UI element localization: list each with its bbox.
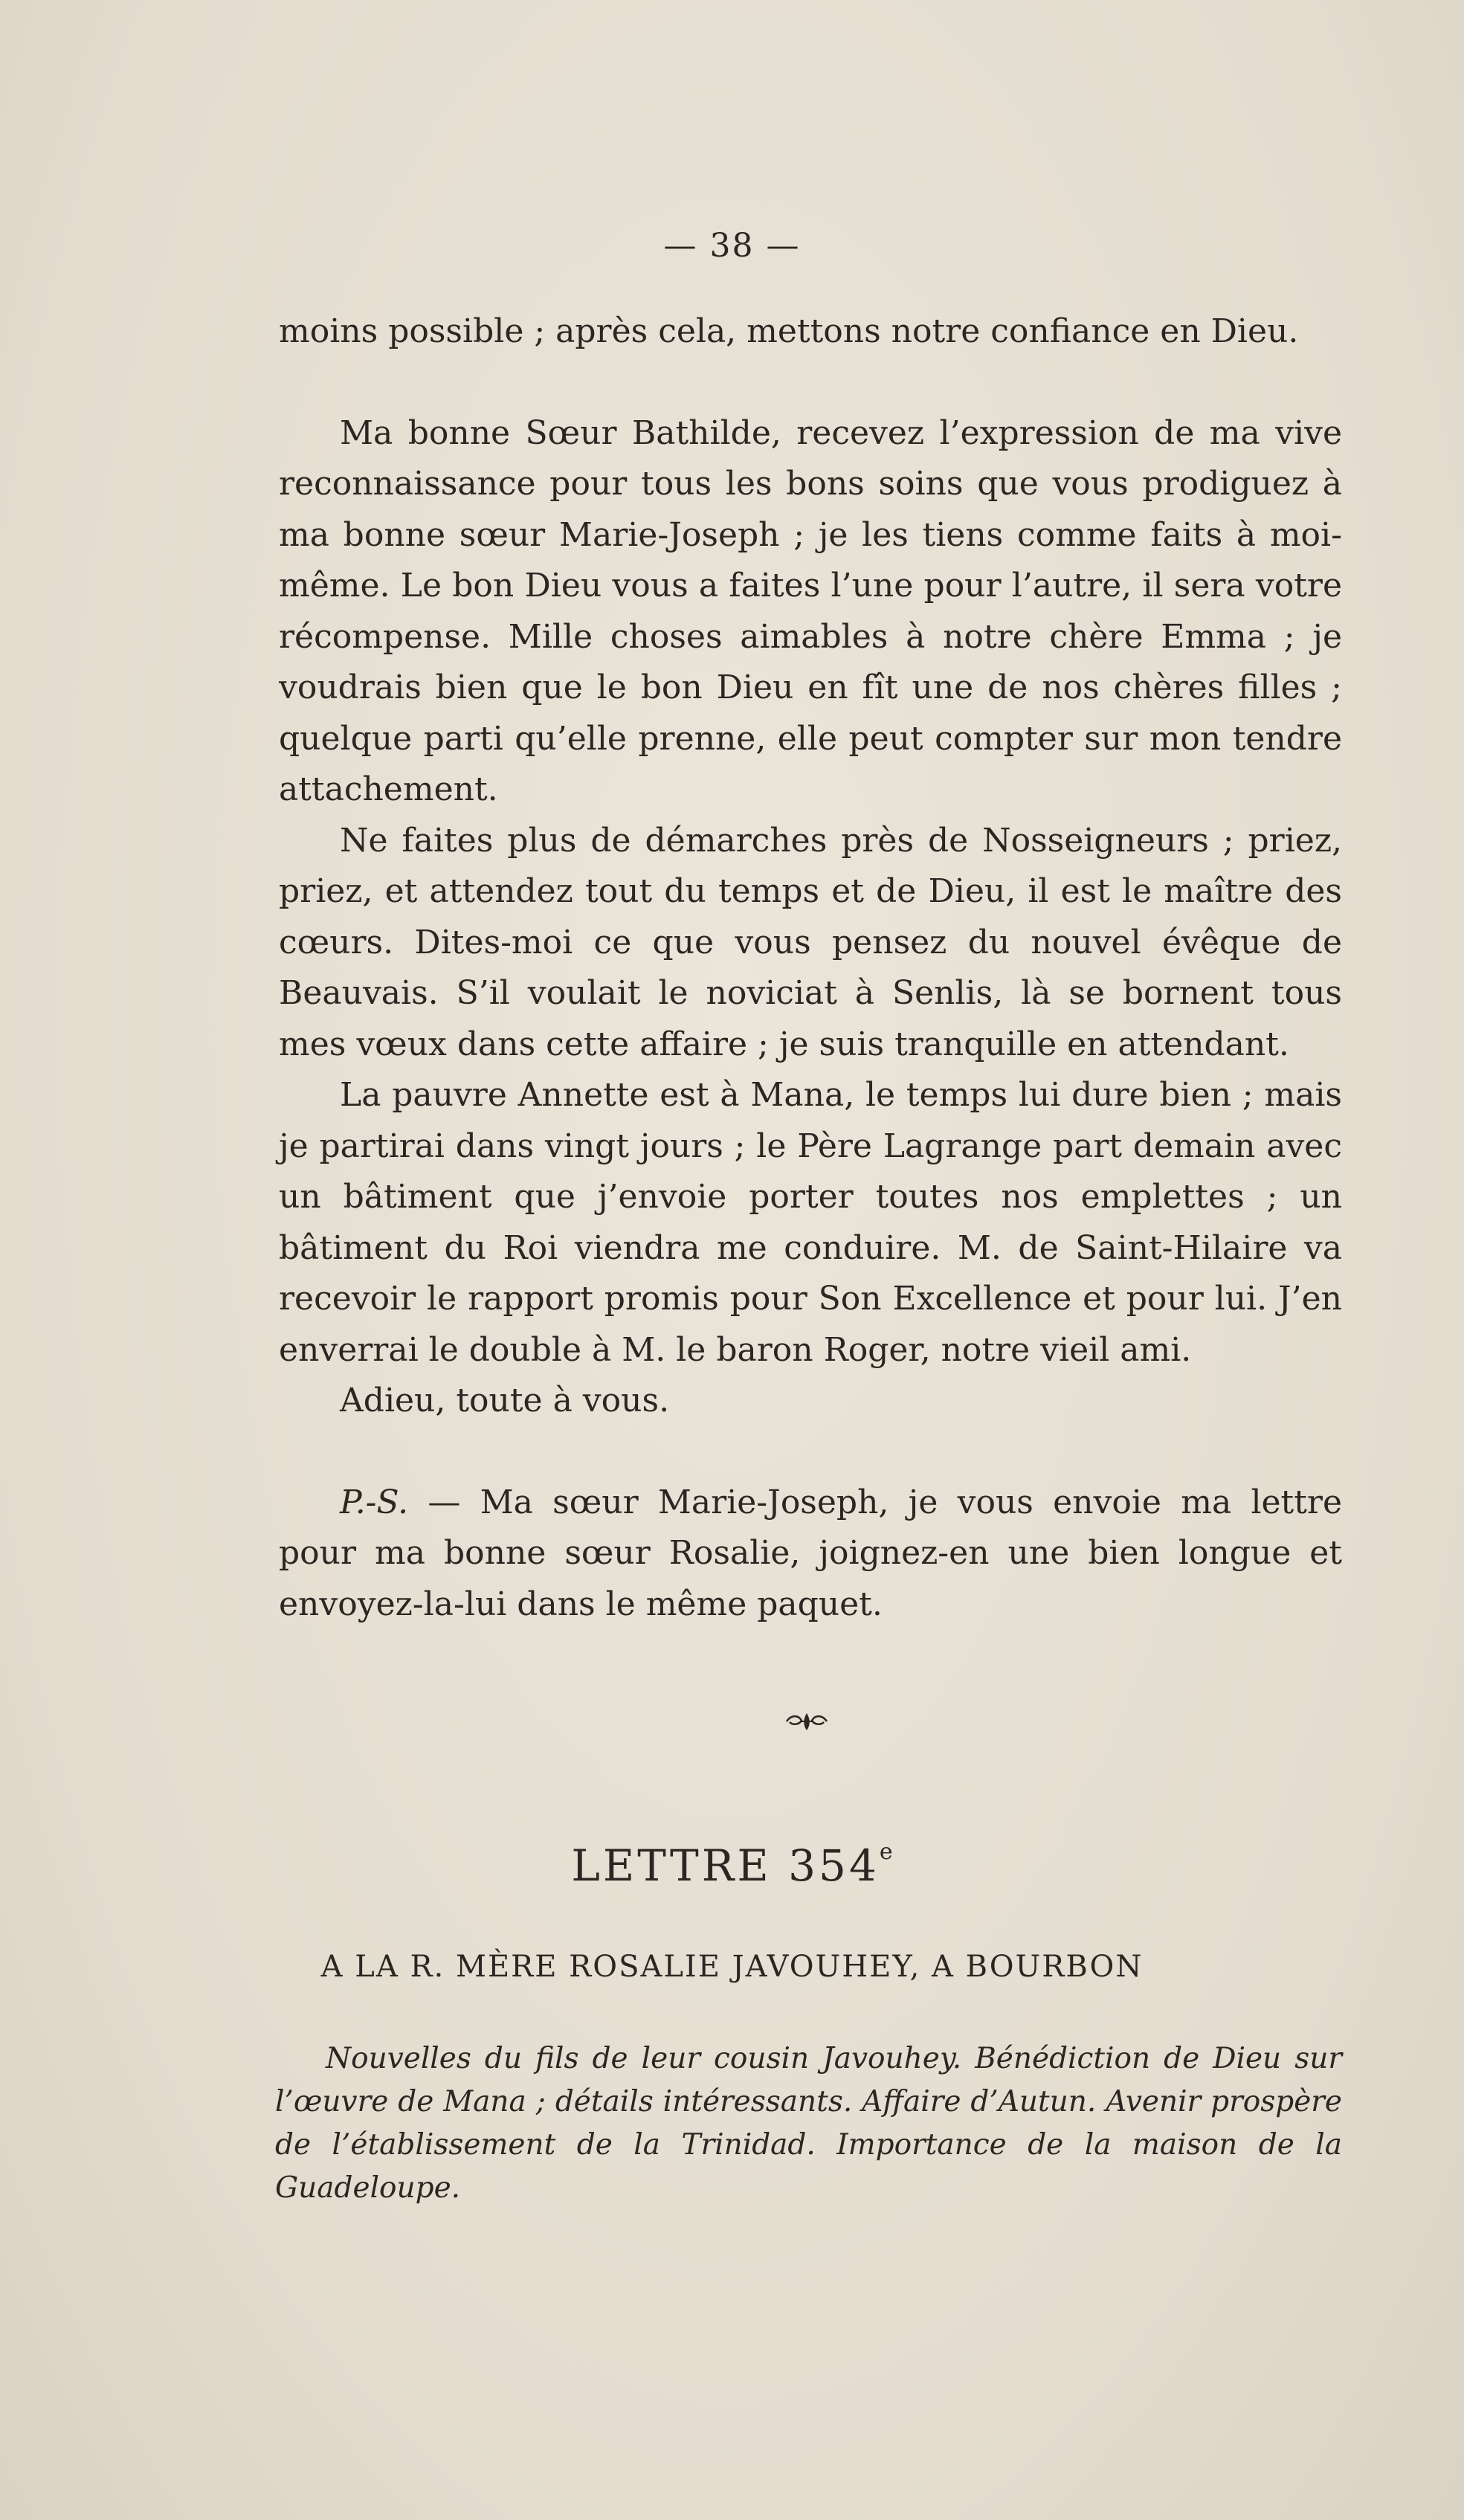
postscript-text: — Ma sœur Marie-Joseph, je vous envoie ma lettre pour ma bonne sœur Rosalie, joignez-en une bien longue et envoyez-la-lui dans le même paquet. xyxy=(279,1483,1342,1623)
letter-body xyxy=(279,306,1342,1630)
postscript-label: P.-S. xyxy=(340,1483,409,1521)
paragraph: Ne faites plus de démarches près de Nosseigneurs ; priez, priez, et attendez tout du temps et de Dieu, il est le maître des cœurs. Dites-moi ce que vous pensez du nouvel évêque de Beauvais. S’il voulait le noviciat à Senlis, là se bornent tous mes vœux dans cette affaire ; je suis tranquille en attendant. xyxy=(279,821,1342,1063)
page-number: — 38 — xyxy=(663,227,801,265)
letter-title xyxy=(0,1840,1464,1891)
letter-title-suffix: e xyxy=(879,1839,893,1865)
letter-title-text: LETTRE 354 xyxy=(571,1840,880,1891)
fleuron-ornament-icon xyxy=(781,1710,833,1733)
paragraph: La pauvre Annette est à Mana, le temps lui dure bien ; mais je partirai dans vingt jours ; le Père Lagrange part demain avec un bâtiment que j’envoie porter toutes nos emplettes ; un bâtiment du Roi viendra me conduire. M. de Saint-Hilaire va recevoir le rapport promis pour Son Excellence et pour lui. J’en enverrai le double à M. le baron Roger, notre vieil ami. xyxy=(279,1076,1342,1369)
postscript xyxy=(279,1477,1342,1631)
letter-summary: Nouvelles du fils de leur cousin Javouhey. Bénédiction de Dieu sur l’œuvre de Mana ; détails intéressants. Affaire d’Autun. Avenir prospère de l’établissement de la Trinidad. Importance de la maison de la Guadeloupe. xyxy=(275,2042,1342,2205)
paragraph-continuation: moins possible ; après cela, mettons notre confiance en Dieu. xyxy=(279,312,1299,350)
paragraph: Ma bonne Sœur Bathilde, recevez l’expression de ma vive reconnaissance pour tous les bons soins que vous prodiguez à ma bonne sœur Marie-Joseph ; je les tiens comme faits à moi-même. Le bon Dieu vous a faites l’une pour l’autre, il sera votre récompense. Mille choses aimables à notre chère Emma ; je voudrais bien que le bon Dieu en fît une de nos chères filles ; quelque parti qu’elle prenne, elle peut compter sur mon tendre attachement. xyxy=(279,413,1342,808)
letter-recipient: A LA R. MÈRE ROSALIE JAVOUHEY, A BOURBON xyxy=(320,1950,1144,1984)
closing-line: Adieu, toute à vous. xyxy=(340,1382,670,1419)
